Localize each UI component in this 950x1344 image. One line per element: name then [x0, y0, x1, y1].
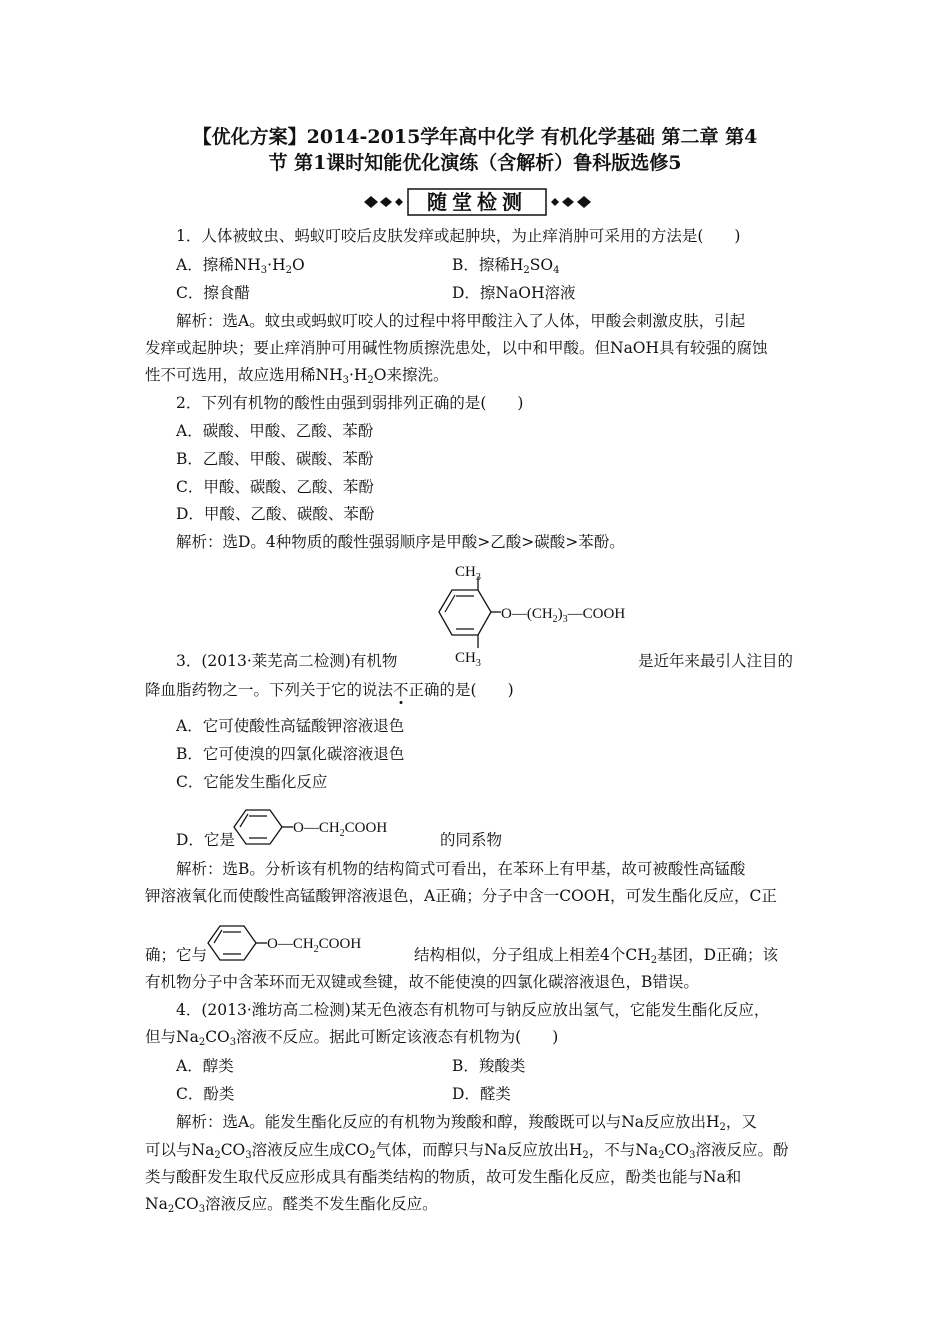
banner-text: 随堂检测: [427, 192, 527, 214]
q2-option-c: C．甲酸、碳酸、乙酸、苯酚: [176, 478, 374, 496]
q3-analysis-3-post: 结构相似，分子组成上相差4个$CH_2$基团，D正确；该: [414, 946, 779, 966]
q3-analysis-2: 钾溶液氧化而使酸性高锰酸钾溶液退色，A正确；分子中含一COOH，可发生酯化反应，C正: [145, 887, 777, 905]
doc-title-line1: 【优化方案】2014-2015学年高中化学 有机化学基础 第二章 第4: [192, 126, 758, 148]
svg-text:O—CH2COOH: $O—CH_2COOH$: [267, 936, 362, 955]
q3-option-c: C．它能发生酯化反应: [176, 773, 328, 791]
q1-analysis-1: 解析：选A。蚊虫或蚂蚁叮咬人的过程中将甲酸注入了人体，甲酸会刺激皮肤，引起: [176, 312, 746, 330]
q1-analysis-3: 性不可选用，故应选用稀$NH_3\cdot H_2O$来擦洗。: [145, 366, 449, 386]
q3-stem-pre: 3．(2013·莱芜高二检测)有机物: [176, 652, 398, 670]
q3-stem-post: 是近年来最引人注目的: [638, 652, 794, 670]
q3-structure: [415, 560, 645, 679]
section-banner: [0, 186, 950, 218]
q4-option-b: B．羧酸类: [452, 1057, 526, 1075]
svg-text:CH3: $CH_3$: [455, 650, 481, 669]
q2-option-d: D．甲酸、乙酸、碳酸、苯酚: [176, 505, 375, 523]
q2-stem: 2．下列有机物的酸性由强到弱排列正确的是( ): [176, 394, 524, 412]
q2-option-b: B．乙酸、甲酸、碳酸、苯酚: [176, 450, 374, 468]
q3-analysis-structure: [206, 916, 416, 970]
q4-option-d: D．醛类: [452, 1085, 511, 1103]
q4-stem-2: 但与$Na_2CO_3$溶液不反应。据此可断定该液态有机物为( ): [145, 1028, 559, 1048]
q3-stem-2: 降血脂药物之一。下列关于它的说法不正确的是( ): [145, 681, 514, 699]
q1-option-a: A．擦稀$NH_3\cdot H_2O$: [176, 256, 305, 276]
q3-option-b: B．它可使溴的四氯化碳溶液退色: [176, 745, 405, 763]
q4-analysis-4: $Na_2CO_3$溶液反应。醛类不发生酯化反应。: [145, 1195, 438, 1215]
q3-option-d-pre: D．它是: [176, 831, 235, 849]
q2-analysis: 解析：选D。4种物质的酸性强弱顺序是甲酸>乙酸>碳酸>苯酚。: [176, 533, 625, 551]
q4-analysis-3: 类与酸酐发生取代反应形成具有酯类结构的物质，故可发生酯化反应，酚类也能与Na和: [145, 1168, 742, 1186]
diamond-icon: [562, 197, 574, 207]
phenoxyacetic-acid-icon: [206, 916, 416, 966]
q1-option-c: C．擦食醋: [176, 284, 250, 302]
phenoxyacetic-acid-icon: [232, 800, 442, 850]
q4-analysis-1: 解析：选A。能发生酯化反应的有机物为羧酸和醇，羧酸既可以与Na反应放出$H_2$，又: [176, 1113, 757, 1133]
q4-option-a: A．醇类: [176, 1057, 234, 1075]
q2-option-a: A．碳酸、甲酸、乙酸、苯酚: [176, 422, 374, 440]
q4-stem-1: 4．(2013·潍坊高二检测)某无色液态有机物可与钠反应放出氢气，它能发生酯化反应，: [176, 1001, 770, 1019]
emphasis-dot: 不: [393, 681, 409, 699]
section-banner-graphic: [0, 186, 950, 218]
svg-text:CH3: $CH_3$: [455, 564, 481, 583]
q3-option-d-structure: [232, 800, 442, 854]
q4-option-c: C．酚类: [176, 1085, 235, 1103]
diamond-icon: [395, 198, 403, 206]
diamond-icon: [551, 198, 559, 206]
q1-option-b: B．擦稀$H_2SO_4$: [452, 256, 560, 276]
q3-option-d-post: 的同系物: [440, 831, 503, 849]
q1-analysis-2: 发痒或起肿块；要止痒消肿可用碱性物质擦洗患处，以中和甲酸。但NaOH具有较强的腐蚀: [145, 339, 768, 357]
diamond-icon: [380, 197, 392, 207]
q4-analysis-2: 可以与$Na_2CO_3$溶液反应生成$CO_2$气体，而醇只与Na反应放出$H_2$，不与$Na_2CO_3$溶液反应。酚: [145, 1141, 789, 1161]
q1-stem: 1．人体被蚊虫、蚂蚁叮咬后皮肤发痒或起肿块，为止痒消肿可采用的方法是( ): [176, 227, 741, 245]
q3-analysis-4: 有机物分子中含苯环而无双键或叁键，故不能使溴的四氯化碳溶液退色，B错误。: [145, 973, 699, 991]
q3-option-a: A．它可使酸性高锰酸钾溶液退色: [176, 717, 405, 735]
q1-option-d: D．擦NaOH溶液: [452, 284, 576, 302]
doc-title-line2: 节 第1课时知能优化演练（含解析）鲁科版选修5: [268, 152, 682, 174]
gemfibrozil-structure-icon: [415, 560, 645, 675]
svg-text:O—CH2COOH: $O—CH_2COOH$: [293, 820, 388, 839]
diamond-icon: [577, 196, 591, 208]
q3-analysis-3-pre: 确；它与: [145, 946, 208, 964]
svg-text:O—(CH2)3—COOH: $O—(CH_2)_3—COOH$: [501, 606, 626, 625]
diamond-icon: [364, 196, 378, 208]
q3-analysis-1: 解析：选B。分析该有机物的结构简式可看出，在苯环上有甲基，故可被酸性高锰酸: [176, 860, 746, 878]
